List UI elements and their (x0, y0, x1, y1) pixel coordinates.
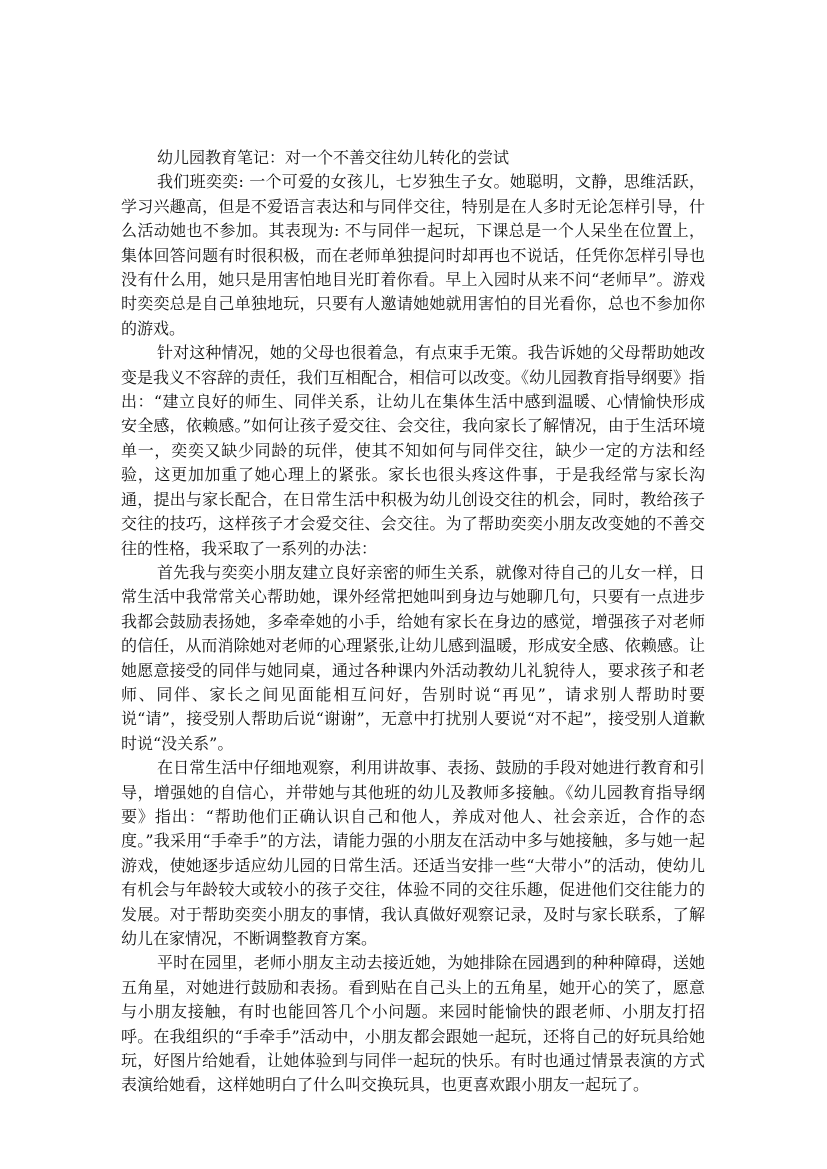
paragraph-1: 我们班奕奕: 一个可爱的女孩儿，七岁独生子女。她聪明，文静，思维活跃，学习兴趣高，但是不爱语言表达和与同伴交往，特别是在人多时无论怎样引导，什么活动她也不参加。其表现为: 不与同伴一起玩，下课总是一个人呆坐在位置上，集体回答问题有时很积极，而在老师单独提问时却再也不说话，任凭你怎样引导也没有什么用，她只是用害怕地目光盯着你看。早上入园时从来不问“老师早”。游戏时奕奕总是自己单独地玩，只要有人邀请她她就用害怕的目光看你，总也不参加你的游戏。 (121, 172, 705, 338)
paragraph-2: 针对这种情况，她的父母也很着急，有点束手无策。我告诉她的父母帮助她改变是我义不容辞的责任，我们互相配合，相信可以改变。《幼儿园教育指导纲要》指出：“建立良好的师生、同伴关系，让幼儿在集体生活中感到温暖、心情愉快形成安全感，依赖感。”如何让孩子爱交往、会交往，我向家长了解情况，由于生活环境单一，奕奕又缺少同龄的玩伴，使其不知如何与同伴交往，缺少一定的方法和经验，这更加加重了她心理上的紧张。家长也很头疼这件事，于是我经常与家长沟通，提出与家长配合，在日常生活中积极为幼儿创设交往的机会，同时，教给孩子交往的技巧，这样孩子才会爱交往、会交往。为了帮助奕奕小朋友改变她的不善交往的性格，我采取了一系列的办法： (121, 343, 706, 558)
document-body (121, 146, 705, 1098)
document-title: 幼儿园教育笔记：对一个不善交往幼儿转化的尝试 (157, 148, 510, 167)
paragraph-4: 在日常生活中仔细地观察，利用讲故事、表扬、鼓励的手段对她进行教育和引导，增强她的自信心，并带她与其他班的幼儿及教师多接触。《幼儿园教育指导纲要》指出：“帮助他们正确认识自己和他人，养成对他人、社会亲近，合作的态度。”我采用“手牵手”的方法，请能力强的小朋友在活动中多与她接触，多与她一起游戏，使她逐步适应幼儿园的日常生活。还适当安排一些“大带小”的活动，使幼儿有机会与年龄较大或较小的孩子交往，体验不同的交往乐趣，促进他们交往能力的发展。对于帮助奕奕小朋友的事情，我认真做好观察记录，及时与家长联系，了解幼儿在家情况，不断调整教育方案。 (121, 758, 705, 948)
paragraph-3: 首先我与奕奕小朋友建立良好亲密的师生关系，就像对待自己的儿女一样，日常生活中我常常关心帮助她，课外经常把她叫到身边与她聊几句，只要有一点进步我都会鼓励表扬她，多牵牵她的小手，给她有家长在身边的感觉，增强孩子对老师的信任，从而消除她对老师的心理紧张,让幼儿感到温暖，形成安全感、依赖感。让她愿意接受的同伴与她同桌，通过各种课内外活动教幼儿礼貌待人，要求孩子和老师、同伴、家长之间见面能相互问好，告别时说“再见”，请求别人帮助时要说“请”，接受别人帮助后说“谢谢”，无意中打扰别人要说“对不起”，接受别人道歉时说“没关系”。 (121, 562, 705, 753)
paragraph-5: 平时在园里，老师小朋友主动去接近她，为她排除在园遇到的种种障碍，送她五角星，对她进行鼓励和表扬。看到贴在自己头上的五角星，她开心的笑了，愿意与小朋友接触，有时也能回答几个小问题。来园时能愉快的跟老师、小朋友打招呼。在我组织的“手牵手”活动中，小朋友都会跟她一起玩，还将自己的好玩具给她玩，好图片给她看，让她体验到与同伴一起玩的快乐。有时也通过情景表演的方式表演给她看，这样她明白了什么叫交换玩具，也更喜欢跟小朋友一起玩了。 (121, 953, 705, 1095)
